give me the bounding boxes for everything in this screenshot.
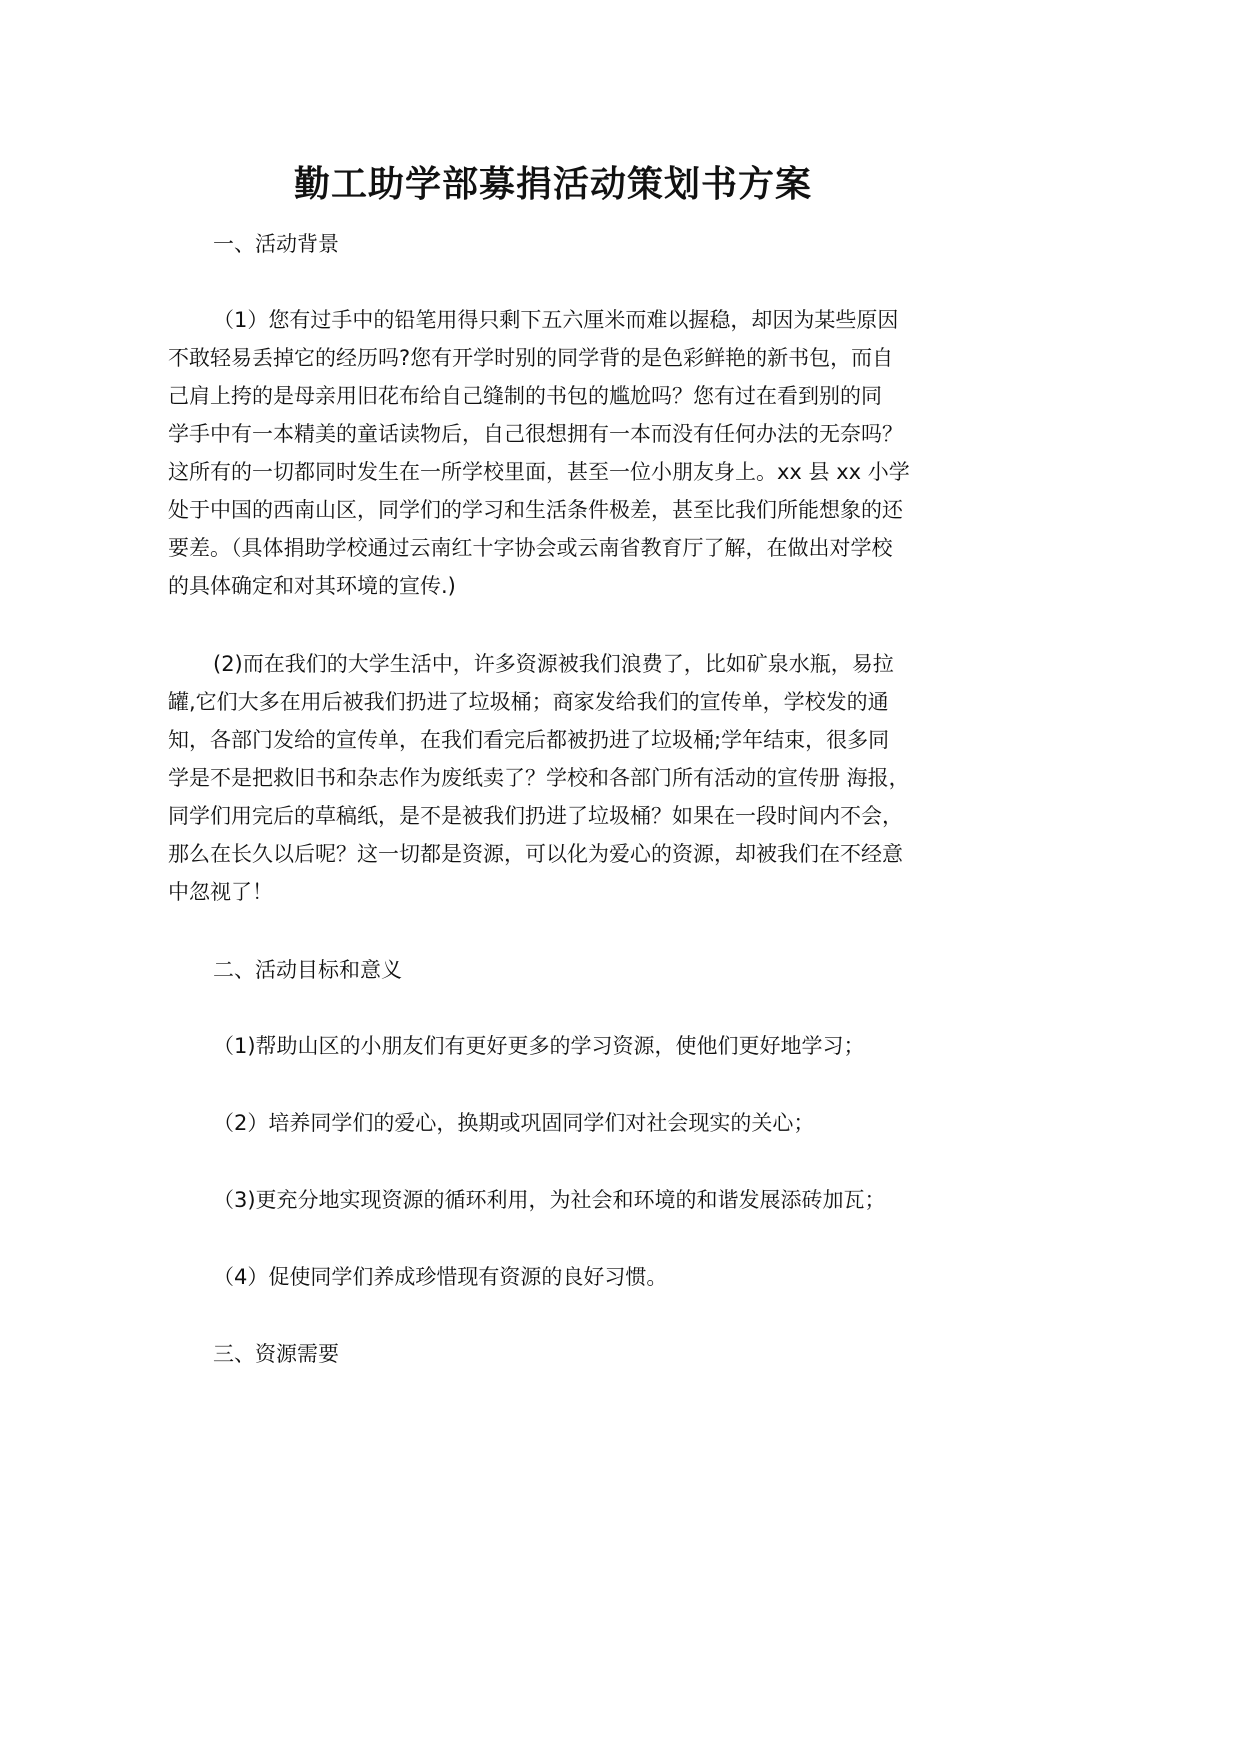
text-line: 学是不是把救旧书和杂志作为废纸卖了？学校和各部门所有活动的宣传册 海报， (168, 766, 910, 790)
text-line: 同学们用完后的草稿纸，是不是被我们扔进了垃圾桶？如果在一段时间内不会， (168, 804, 903, 828)
section-heading: 二、活动目标和意义 (213, 958, 402, 982)
section-heading: 一、活动背景 (213, 232, 339, 256)
text-line: 不敢轻易丢掉它的经历吗?您有开学时别的同学背的是色彩鲜艳的新书包，而自 (168, 346, 894, 370)
goal-item: （1)帮助山区的小朋友们有更好更多的学习资源，使他们更好地学习； (213, 1034, 865, 1058)
text-line: （1）您有过手中的铅笔用得只剩下五六厘米而难以握稳，却因为某些原因 (213, 308, 899, 332)
document-title: 勤工助学部募捐活动策划书方案 (293, 164, 812, 205)
text-line: 这所有的一切都同时发生在一所学校里面，甚至一位小朋友身上。xx 县 xx 小学 (168, 460, 910, 484)
goal-item: （2）培养同学们的爱心，换期或巩固同学们对社会现实的关心； (213, 1111, 815, 1135)
text-line: 知，各部门发给的宣传单，在我们看完后都被扔进了垃圾桶;学年结束，很多同 (168, 728, 890, 752)
text-line: 处于中国的西南山区，同学们的学习和生活条件极差，甚至比我们所能想象的还 (168, 498, 903, 522)
text-line: (2)而在我们的大学生活中，许多资源被我们浪费了，比如矿泉水瓶，易拉 (213, 652, 894, 676)
section-heading: 三、资源需要 (213, 1342, 339, 1366)
text-line: 的具体确定和对其环境的宣传.) (168, 574, 456, 598)
text-line: 罐,它们大多在用后被我们扔进了垃圾桶；商家发给我们的宣传单，学校发的通 (168, 690, 889, 714)
goal-item: （3)更充分地实现资源的循环利用，为社会和环境的和谐发展添砖加瓦； (213, 1188, 886, 1212)
text-line: 要差。（具体捐助学校通过云南红十字协会或云南省教育厅了解，在做出对学校 (168, 536, 893, 560)
text-line: 中忽视了！ (168, 880, 273, 904)
text-line: 己肩上挎的是母亲用旧花布给自己缝制的书包的尴尬吗？您有过在看到别的同 (168, 384, 882, 408)
goal-item: （4）促使同学们养成珍惜现有资源的良好习惯。 (213, 1265, 668, 1289)
text-line: 学手中有一本精美的童话读物后，自己很想拥有一本而没有任何办法的无奈吗？ (168, 422, 903, 446)
text-line: 那么在长久以后呢？这一切都是资源，可以化为爱心的资源，却被我们在不经意 (168, 842, 903, 866)
